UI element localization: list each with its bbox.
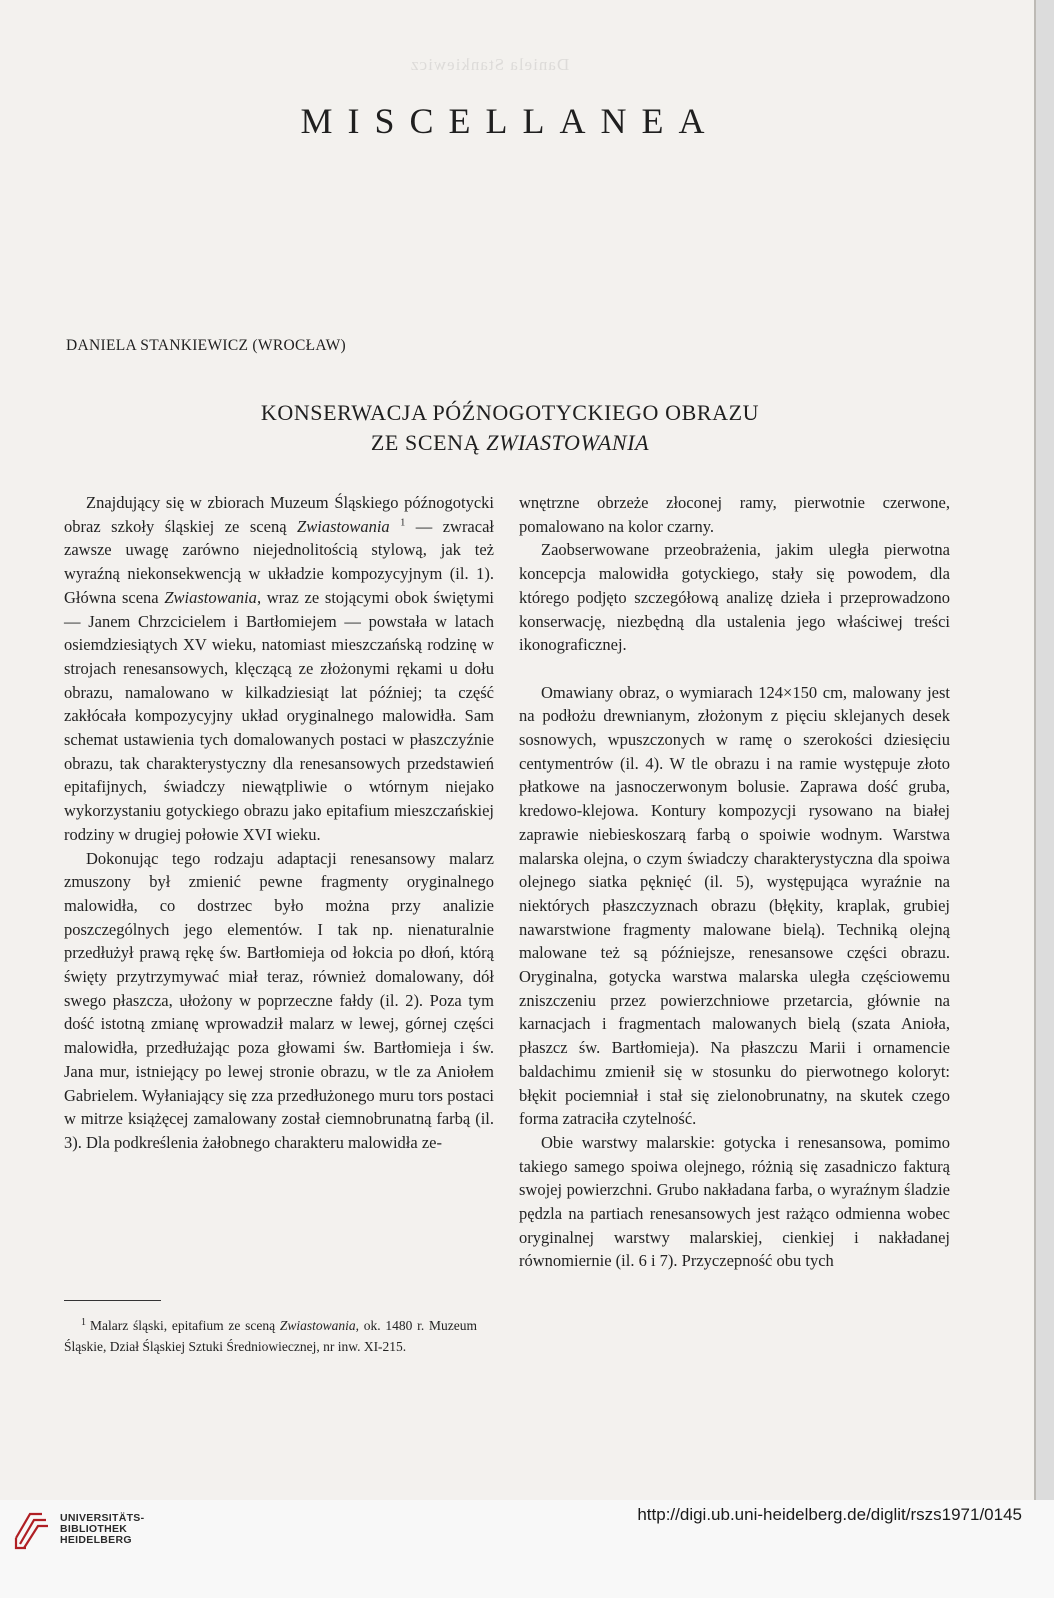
italic-span: Zwiastowania [279,1318,356,1333]
library-name [60,1513,144,1546]
document-url[interactable]: http://digi.ub.uni-heidelberg.de/diglit/rszs1971/0145 [637,1505,1022,1524]
footnote: $^1$ Malarz śląski, epitafium ze sceną Zwiastowania, ok. 1480 r. Muzeum Śląskie, Dział Śląskiej Sztuki Średniowiecznej, nr inw. XI-215. [64,1316,477,1354]
right-column [519,491,950,1273]
italic-span: Zwiastowania [164,587,257,607]
body-paragraph: wnętrzne obrzeże złoconej ramy, pierwotnie czerwone, pomalowano na kolor czarny. [519,493,950,536]
article-title-line-2 [0,430,1020,456]
body-paragraph: Dokonując tego rodzaju adaptacji renesansowy malarz zmuszony był zmienić pewne fragmenty oryginalnego malowidła, co dostrzec było można przy analizie poszczególnych jego elementów. I tak np. nienaturalnie przedłużył prawą rękę św. Bartłomieja od łokcia po dłoń, którą święty przytrzymywać miał teraz, również domalowany, dół swego płaszcza, ułożony w poprzeczne fałdy (il. 2). Poza tym dość istotną zmianę wprowadził malarz w lewej, górnej części malowidła, przedłużając poza głowami św. Bartłomieja i św. Jana mur, istniejący po lewej stronie obrazu, w tle za Aniołem Gabrielem. Wyłaniający się zza przedłużonego muru tors postaci w mitrze książęcej zamalowany został ciemnobrunatną farbą (il. 3). Dla podkreślenia żałobnego charakteru malowidła ze- [64,848,494,1152]
left-column [64,491,494,1155]
title-plain-part: ZE SCENĄ [370,430,487,455]
library-name-line-3: HEIDELBERG [60,1534,132,1546]
title-italic-part: ZWIASTOWANIA [486,430,650,455]
article-title-line-1: KONSERWACJA PÓŹNOGOTYCKIEGO OBRAZU [260,400,760,425]
bleed-through-running-head: Daniela Stankiewicz [410,55,570,74]
library-name-line-2: BIBLIOTHEK [60,1523,128,1535]
section-title: MISCELLANEA [300,101,720,141]
body-paragraph: Obie warstwy malarskie: gotycka i renesansowa, pomimo takiego samego spoiwa olejnego, różnią się zasadniczo fakturą swojej powierzchni. Grubo nakładana farba, o wyraźnym śladzie pędzla na partiach renesansowych jest rażąco odmienna wobec oryginalnej warstwy malarskiej, cienkiej i nakładanej równomiernie (il. 6 i 7). Przyczepność obu tych [519,1132,950,1271]
footnote-ref: 1 [400,517,406,529]
body-paragraph: Znajdujący się w zbiorach Muzeum Śląskiego późnogotycki obraz szkoły śląskiej ze sceną Zwiastowania $^1$ — zwracał zawsze uwagę zarówno niejednolitością stylową, jak też wyraźną niekonsekwencją w układzie kompozycyjnym (il. 1). Główna scena Zwiastowania, wraz ze stojącymi obok świętymi — Janem Chrzcicielem i Bartłomiejem — powstała w latach osiemdziesiątych XV wieku, natomiast mieszczańską rodzinę w strojach renesansowych, klęczącą ze złożonymi rękami u dołu obrazu, namalowano w kilkadziesiąt lat później; ta część zakłócała kompozycyjny układ oryginalnego malowidła. Sam schemat ustawienia tych domalowanych postaci w płaszczyźnie obrazu, tak charakterystyczny dla renesansowych przedstawień epitafijnych, świadczy niewątpliwie o wtórnym niejako wykorzystaniu gotyckiego obrazu jako epitafium mieszczańskiej rodziny w drugiej połowie XVI wieku. [64,493,494,844]
body-paragraph: Omawiany obraz, o wymiarach 124×150 cm, malowany jest na podłożu drewnianym, złożonym z pięciu sklejanych desek sosnowych, wpuszczonych w ramę o szerokości dziesięciu centymentrów (il. 4). W tle obrazu i na ramie występuje złoto płatkowe na jasnoczerwonym bolusie. Zaprawa dość gruba, kredowo-klejowa. Kontury kompozycji rysowano na białej zaprawie niebieskoszarą farbą o spoiwie wodnym. Warstwa malarska olejna, o czym świadczy charakterystyczna dla spoiwa olejnego siatka pęknięć (il. 5), występująca wyraźnie na niektórych płaszczyznach obrazu (błękity, kraplak, grubiej nawarstwione fragmenty malowane bielą). Techniką olejną malowane też są późniejsze, renesansowe części obrazu. Oryginalna, gotycka warstwa malarska uległa częściowemu zniszczeniu przez powierzchniowe przetarcia, głównie na karnacjach i fragmentach malowanych bielą (szata Anioła, płaszcz św. Bartłomieja). Na płaszczu Marii i ornamencie baldachimu zmienił się w stosunku do pierwotnego koloryt: błękit pociemniał i stał się zielonobrunatny, na skutek czego forma zatraciła czytelność. [519,682,950,1129]
article-author: DANIELA STANKIEWICZ (WROCŁAW) [66,337,346,354]
body-paragraph: Zaobserwowane przeobrażenia, jakim uległa pierwotna koncepcja malowidła gotyckiego, stały się powodem, dla którego podjęto szczegółową analizę dzieła i przeprowadzono konserwację, niezbędną dla ustalenia jego właściwej treści ikonograficznej. [519,540,950,655]
library-name-line-1: UNIVERSITÄTS- [60,1512,145,1524]
footnote-rule [64,1300,161,1301]
library-logo-icon [12,1508,50,1550]
footnote-text: Malarz śląski, epitafium ze sceną Zwiastowania, ok. 1480 r. Muzeum Śląskie, Dział Śląskiej Sztuki Średniowiecznej, nr inw. XI-215. [64,1318,477,1354]
italic-span: Zwiastowania [297,516,390,536]
